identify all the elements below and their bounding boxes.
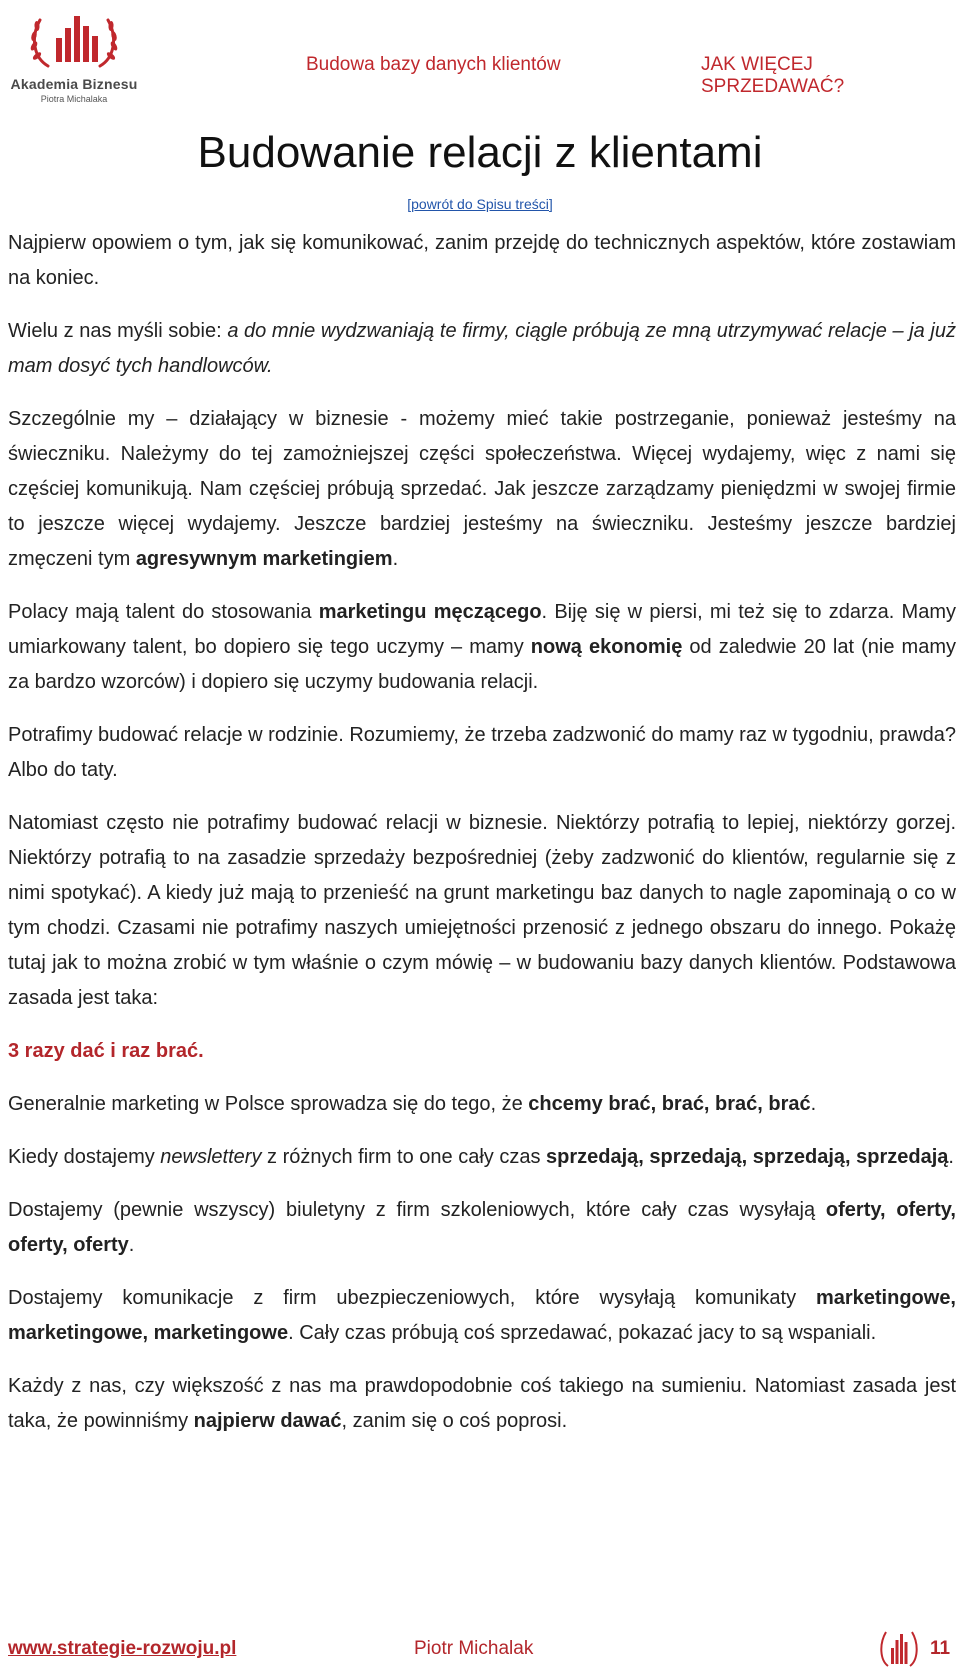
paragraph-6: Natomiast często nie potrafimy budować relacji w biznesie. Niektórzy potrafią to lepiej, niektórzy gorzej. Niektórzy potrafią to na zasadzie sprzedaży bezpośredniej (żeby zadzwonić do klientów, regularnie się z nimi spotykać). A kiedy już mają to przenieść na grunt marketingu baz danych to nagle zapominają o co w tym chodzi. Czasami nie potrafimy naszych umiejętności przenosić z jednego obszaru do innego. Pokażę tutaj jak to można zrobić w tym właśnie o czym mówię – w budowaniu bazy danych klientów. Podstawowa zasada jest taka: bbox=[8, 812, 956, 1009]
toc-link-wrapper bbox=[0, 196, 960, 212]
logo-subtitle: Piotra Michalaka bbox=[40, 94, 108, 104]
paragraph-9: Kiedy dostajemy newslettery z różnych firm to one cały czas sprzedają, sprzedają, sprzedają, sprzedają. bbox=[8, 1146, 954, 1168]
paragraph-1: Najpierw opowiem o tym, jak się komunikować, zanim przejdę do technicznych aspektów, które zostawiam na koniec. bbox=[8, 232, 956, 289]
page-number: 11 bbox=[930, 1638, 951, 1659]
paragraph-8: Generalnie marketing w Polsce sprowadza się do tego, że chcemy brać, brać, brać, brać. bbox=[8, 1093, 817, 1115]
paragraph-4: Polacy mają talent do stosowania marketingu męczącego. Biję się w piersi, mi też się to zdarza. Mamy umiarkowany talent, bo dopiero się tego uczymy – mamy nową ekonomię od zaledwie 20 lat (nie mamy za bardzo wzorców) i dopiero się uczymy budowania relacji. bbox=[8, 601, 956, 693]
key-principle: 3 razy dać i raz brać. bbox=[8, 1040, 204, 1062]
paragraph-2: Wielu z nas myśli sobie: a do mnie wydzwaniają te firmy, ciągle próbują ze mną utrzymywać relacje – ja już mam dosyć tych handlowców. bbox=[8, 320, 956, 377]
page-title: Budowanie relacji z klientami bbox=[197, 128, 763, 177]
laurel-logo-icon bbox=[4, 8, 144, 74]
logo-name: Akademia Biznesu bbox=[10, 76, 138, 92]
akademia-biznesu-logo bbox=[4, 8, 144, 104]
paragraph-12: Każdy z nas, czy większość z nas ma prawdopodobnie coś takiego na sumieniu. Natomiast zasada jest taka, że powinniśmy najpierw dawać, zanim się o coś poprosi. bbox=[8, 1375, 956, 1432]
footer-website-link[interactable]: www.strategie-rozwoju.pl bbox=[8, 1638, 237, 1659]
page-header bbox=[0, 0, 960, 104]
back-to-toc-link[interactable]: [powrót do Spisu treści] bbox=[407, 196, 553, 212]
header-right-title: JAK WIĘCEJ SPRZEDAWAĆ? bbox=[701, 54, 845, 97]
paragraph-5: Potrafimy budować relacje w rodzinie. Rozumiemy, że trzeba zadzwonić do mamy raz w tygodniu, prawda? Albo do taty. bbox=[8, 724, 956, 781]
paragraph-3: Szczególnie my – działający w biznesie - możemy mieć takie postrzeganie, ponieważ jesteśmy na świeczniku. Należymy do tej zamożniejszej części społeczeństwa. Więcej wydajemy, więc z nami się częściej komunikują. Nam częściej próbują sprzedać. Jak jeszcze zarządzamy pieniędzmi w swojej firmie to jeszcze więcej wydajemy. Jeszcze bardziej jesteśmy na świeczniku. Jesteśmy jeszcze bardziej zmęczeni tym agresywnym marketingiem. bbox=[8, 408, 956, 570]
article-body bbox=[8, 226, 956, 1457]
paragraph-10: Dostajemy (pewnie wszyscy) biuletyny z firm szkoleniowych, które cały czas wysyłają oferty, oferty, oferty, oferty. bbox=[8, 1199, 956, 1256]
paragraph-11: Dostajemy komunikacje z firm ubezpieczeniowych, które wysyłają komunikaty marketingowe, marketingowe, marketingowe. Cały czas próbują coś sprzedawać, pokazać jacy to są wspaniali. bbox=[8, 1287, 956, 1344]
footer-author: Piotr Michalak bbox=[414, 1638, 534, 1659]
header-left-title: Budowa bazy danych klientów bbox=[306, 54, 561, 75]
footer-logo-icon bbox=[874, 1626, 924, 1670]
page-footer bbox=[0, 1620, 960, 1670]
